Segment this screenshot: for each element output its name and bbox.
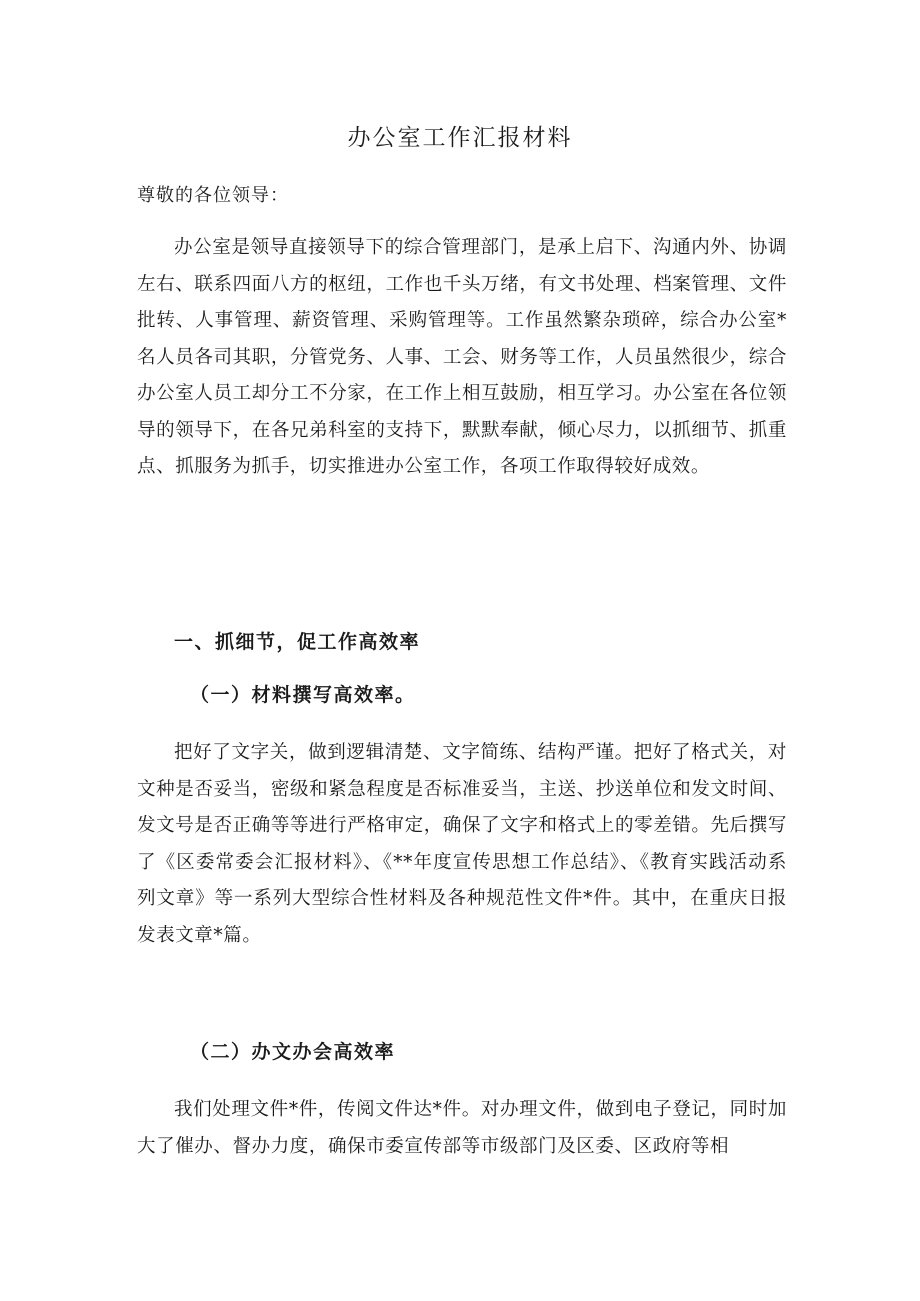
subsection-1-paragraph: 把好了文字关，做到逻辑清楚、文字简练、结构严谨。把好了格式关，对文种是否妥当，密级和紧急程度是否标准妥当，主送、抄送单位和发文时间、发文号是否正确等等进行严格审定，确保了文字和格式上的零差错。先后撰写了《区委常委会汇报材料》、《**年度宣传思想工作总结》、《教育实践活动系列文章》等一系列大型综合性材料及各种规范性文件*件。其中，在重庆日报发表文章*篇。 — [137, 742, 787, 946]
salutation: 尊敬的各位领导： — [137, 185, 289, 206]
section-heading-1: 一、抓细节，促工作高效率 — [174, 631, 421, 653]
intro-paragraph: 办公室是领导直接领导下的综合管理部门，是承上启下、沟通内外、协调左右、联系四面八方的枢纽，工作也千头万绪，有文书处理、档案管理、文件批转、人事管理、薪资管理、采购管理等。工作虽然繁杂琐碎，综合办公室*名人员各司其职，分管党务、人事、工会、财务等工作，人员虽然很少，综合办公室人员工却分工不分家，在工作上相互鼓励，相互学习。办公室在各位领导的领导下，在各兄弟科室的支持下，默默奉献，倾心尽力，以抓细节、抓重点、抓服务为抓手，切实推进办公室工作，各项工作取得较好成效。 — [137, 237, 787, 477]
subsection-heading-2: （二）办文办会高效率 — [190, 1041, 396, 1063]
subsection-2-paragraph: 我们处理文件*件，传阅文件达*件。对办理文件，做到电子登记，同时加大了催办、督办力度，确保市委宣传部等市级部门及区委、区政府等相 — [137, 1099, 787, 1157]
document-title: 办公室工作汇报材料 — [347, 125, 573, 151]
subsection-heading-1: （一）材料撰写高效率。 — [190, 684, 416, 706]
